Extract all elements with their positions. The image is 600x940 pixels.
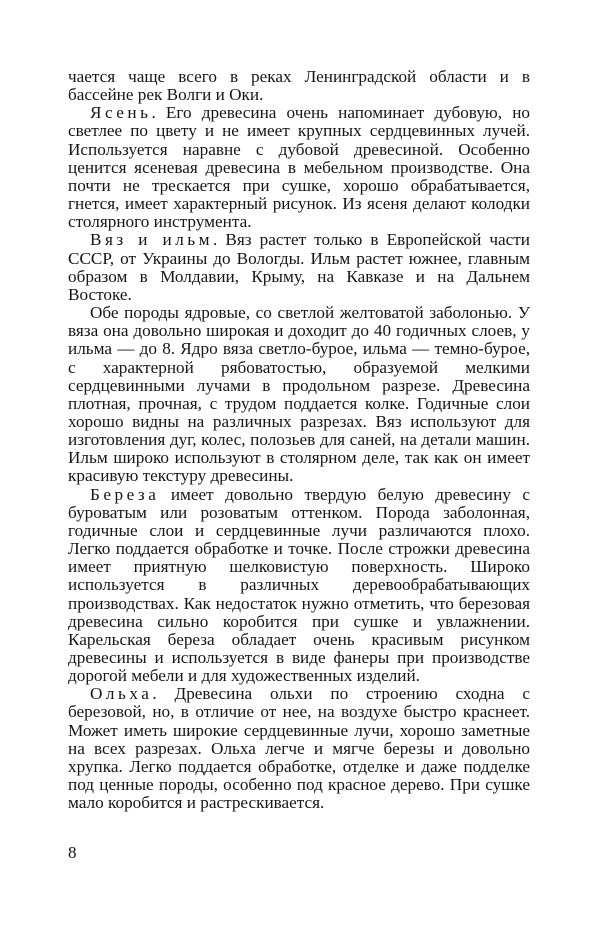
paragraph-text: чается чаще всего в реках Ленинградской области и в бассейне рек Волги и Оки. (68, 67, 530, 105)
paragraph-text: Обе породы ядровые, со светлой желтоватой заболонью. У вяза она довольно широкая и доходит до 40 годичных слоев, у ильма — до 8. Ядро вяза светло-бурое, ильма — темно-бурое, с характерной рябоватостью, образуемой мелкими сердцевинными лучами в продольном разрезе. Древесина плотная, прочная, с трудом поддается колке. Годичные слои хорошо видны на различных разрезах. Вяз используют для изготовления дуг, колес, полозьев для саней, на детали машин. Ильм широко используют в столярном деле, так как он имеет красивую текстуру древесины. (68, 303, 530, 486)
page-number: 8 (68, 843, 77, 862)
page-body (68, 68, 530, 812)
paragraph-vyaz-ilm (68, 231, 530, 304)
paragraph-text: . Вяз растет только в Европейской части СССР, от Украины до Вологды. Ильм растет южнее, главным образом в Молдавии, Крыму, на Кавказе и на Дальнем Востоке. (68, 230, 530, 304)
paragraph-bereza (68, 486, 530, 686)
term-vyaz-ilm: Вяз и ильм (90, 230, 213, 250)
paragraph-olha (68, 685, 530, 812)
paragraph-text: . Его древесина очень напоминает дубовую, но светлее по цвету и не имеет крупных сердцевинных лучей. Используется наравне с дубовой древесиной. Особенно ценится ясеневая древесина в мебельном производстве. Она почти не трескается при сушке, хорошо обрабатывается, гнется, имеет характерный рисунок. Из ясеня делают колодки столярного инструмента. (68, 103, 530, 232)
term-bereza: Береза (90, 484, 160, 504)
paragraph-text: . Древесина ольхи по строению сходна с березовой, но, в отличие от нее, на воздухе быстро краснеет. Может иметь широкие сердцевинные лучи, хорошо заметные на всех разрезах. Ольха легче и мягче березы и довольно хрупка. Легко поддается обработке, отделке и даже подделке под ценные породы, особенно под красное дерево. При сушке мало коробится и растрескивается. (68, 684, 530, 813)
paragraph-continuation (68, 68, 530, 104)
paragraph-yasen (68, 104, 530, 231)
term-olha: Ольха (90, 684, 153, 704)
term-yasen: Ясень (90, 103, 152, 123)
paragraph-obe-porody (68, 304, 530, 486)
paragraph-text: имеет довольно твердую белую древесину с буроватым или розоватым оттенком. Порода заболонная, годичные слои и сердцевинные лучи различаются плохо. Легко поддается обработке и точке. После строжки древесина имеет приятную шелковистую поверхность. Широко используется в различных деревообрабатывающих производствах. Как недостаток нужно отметить, что березовая древесина сильно коробится при сушке и увлажнении. Карельская береза обладает очень красивым рисунком древесины и используется в виде фанеры при производстве дорогой мебели и для художественных изделий. (68, 484, 530, 686)
